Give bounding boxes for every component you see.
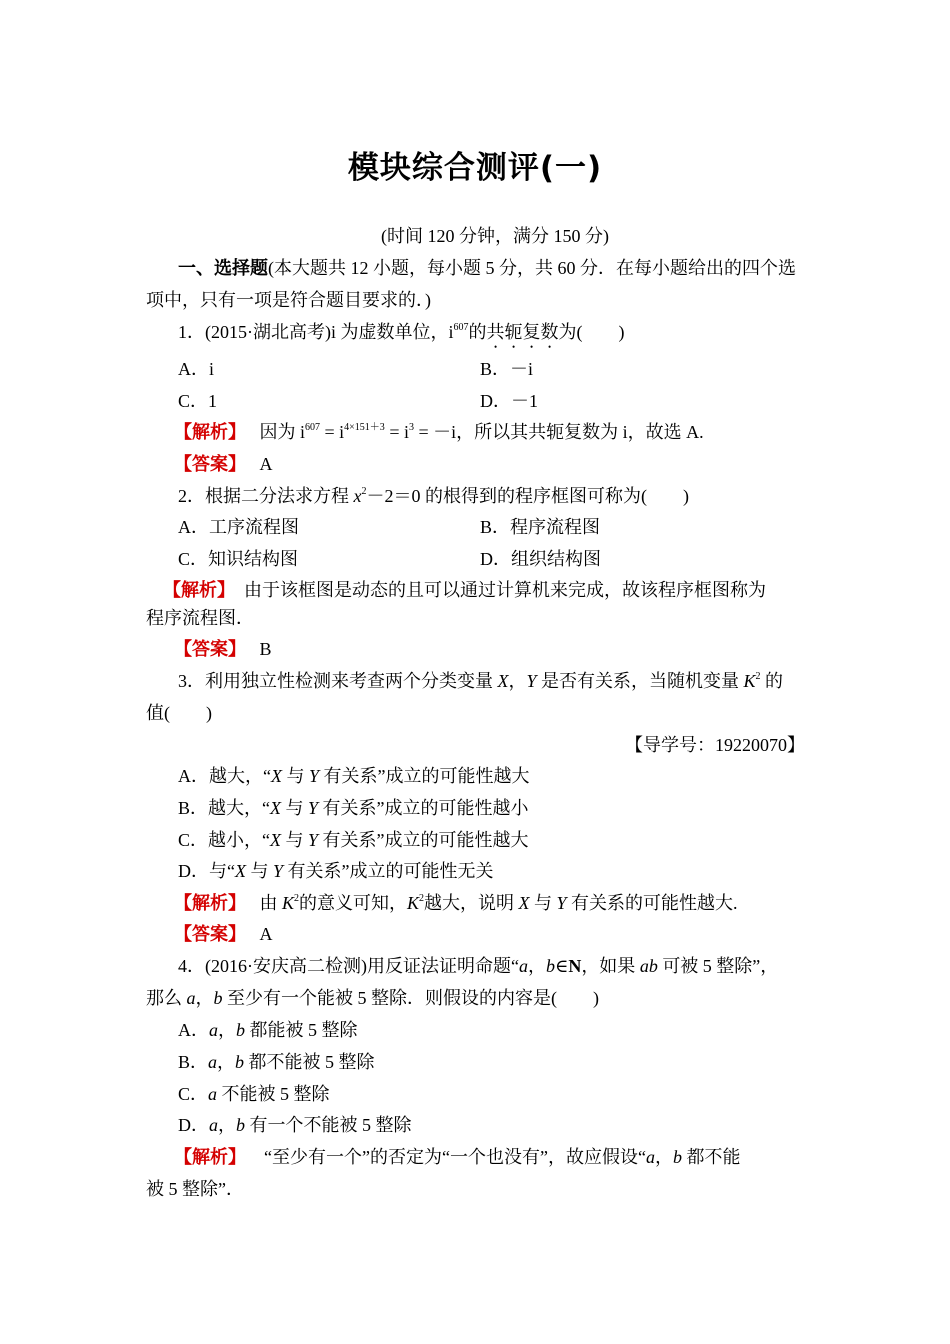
section-intro: 一、选择题(本大题共 12 小题，每小题 5 分，共 60 分．在每小题给出的四个选 xyxy=(178,258,796,278)
q3-answer: 【答案】 A xyxy=(174,924,273,944)
q2-answer: 【答案】 B xyxy=(174,639,272,659)
q3-analysis: 【解析】 由 $K^2$的意义可知，$K^2$越大，说明 X 与 Y 有关系的可能性越大. xyxy=(174,893,738,913)
question-3: 3．利用独立性检测来考查两个分类变量 X，Y 是否有关系，当随机变量 $K^2$ 的 xyxy=(178,671,784,691)
question-4: 4．(2016·安庆高二检测)用反证法证明命题“a，b∈N，如果 ab 可被 5 整除”， xyxy=(178,956,779,976)
section-intro-cont: 项中，只有一项是符合题目要求的．) xyxy=(146,290,431,310)
answer-label: 【答案】 xyxy=(174,454,246,474)
q4-analysis: 【解析】 “至少有一个”的否定为“一个也没有”，故应假设“a，b 都不能 xyxy=(174,1147,741,1167)
q2-option-b: B．程序流程图 xyxy=(480,517,601,537)
q4-option-c: C．a 不能被 5 整除 xyxy=(178,1084,330,1104)
q4-analysis-cont: 被 5 整除”． xyxy=(146,1179,244,1199)
q4-option-a: A．a，b 都能被 5 整除 xyxy=(178,1020,358,1040)
q1-option-c: C．1 xyxy=(178,391,218,411)
answer-label: 【答案】 xyxy=(174,639,246,659)
guide-number: 【导学号：19220070】 xyxy=(625,735,805,755)
question-1: 1．(2015·湖北高考)i 为虚数单位，$i^{607}$的共轭复数为( ) xyxy=(178,322,625,342)
q3-option-b: B．越大，“X 与 Y 有关系”成立的可能性越小 xyxy=(178,798,529,818)
q1-answer: 【答案】 A xyxy=(174,454,273,474)
q3-option-c: C．越小，“X 与 Y 有关系”成立的可能性越大 xyxy=(178,830,529,850)
question-3-cont: 值( ) xyxy=(146,703,212,723)
question-4-cont: 那么 a，b 至少有一个能被 5 整除．则假设的内容是( ) xyxy=(146,988,599,1008)
q4-option-d: D．a，b 有一个不能被 5 整除 xyxy=(178,1115,412,1135)
q1-analysis: 【解析】 因为 $i^{607} = i^{4\times 151+3} = i^3 = -i$，所以其共轭复数为 i，故选 A. xyxy=(174,422,704,442)
page-title: 模块综合测评(一) xyxy=(347,150,603,186)
analysis-label: 【解析】 xyxy=(174,1147,246,1167)
q1-option-d: D．－1 xyxy=(480,391,538,411)
q1-option-b: B．－i xyxy=(480,359,534,379)
q1-option-a: A．i xyxy=(178,359,214,379)
analysis-label: 【解析】 xyxy=(174,422,246,442)
q4-option-b: B．a，b 都不能被 5 整除 xyxy=(178,1052,375,1072)
q2-analysis: 【解析】 由于该框图是动态的且可以通过计算机来完成，故该程序框图称为 xyxy=(163,580,766,600)
answer-label: 【答案】 xyxy=(174,924,246,944)
q2-option-a: A．工序流程图 xyxy=(178,517,299,537)
q3-option-d: D．与“X 与 Y 有关系”成立的可能性无关 xyxy=(178,861,494,881)
analysis-label: 【解析】 xyxy=(174,893,246,913)
question-2: 2．根据二分法求方程 $x^2-2=0$ 的根得到的程序框图可称为( ) xyxy=(178,486,689,506)
page-subtitle: (时间 120 分钟，满分 150 分) xyxy=(381,226,609,246)
analysis-label: 【解析】 xyxy=(163,580,235,600)
emphasis-text: 共轭复数 xyxy=(486,322,559,342)
q2-analysis-cont: 程序流程图． xyxy=(146,608,254,628)
q2-option-d: D．组织结构图 xyxy=(480,549,601,569)
section-heading: 一、选择题 xyxy=(178,258,268,278)
q3-option-a: A．越大，“X 与 Y 有关系”成立的可能性越大 xyxy=(178,766,530,786)
q2-option-c: C．知识结构图 xyxy=(178,549,299,569)
